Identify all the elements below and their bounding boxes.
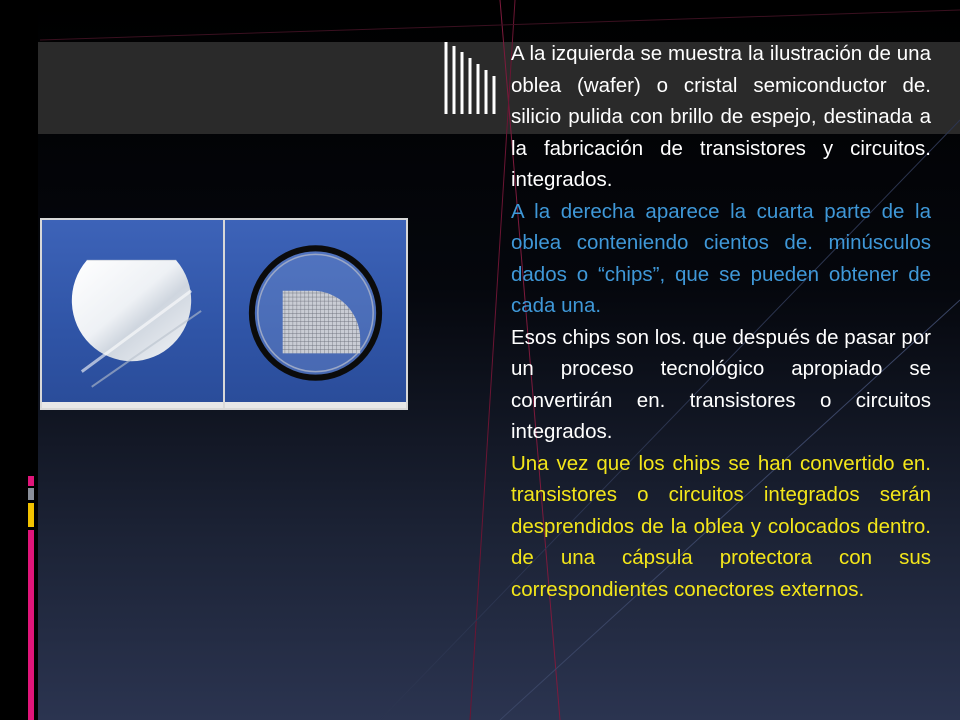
left-caption-strip [42,402,223,408]
paragraph-wafer-description: A la izquierda se muestra la ilustración de una oblea (wafer) o cristal semiconductor de. silicio pulida con brillo de espejo, destinada a la fabricación de transistores y circuitos. integrados. [511,42,931,191]
accent-bar-gray [28,488,34,500]
wafer-image-panel [40,218,408,410]
paragraph-chips-description: A la derecha aparece la cuarta parte de la oblea conteniendo cientos de. minúsculos dados o “chips”, que se pueden obtener de cada una. [511,199,931,317]
polished-wafer-image [42,220,223,408]
accent-bar-magenta-long [28,530,34,720]
paragraph-capsule-description: Una vez que los chips se han convertido en. transistores o circuitos integrados serán desprendidos de la oblea y colocados dentro. de una cápsula protectora con sus correspondientes conectores externos. [511,451,931,601]
corner-lines-icon [438,40,498,116]
accent-bar-yellow [28,503,34,527]
right-caption-strip [225,402,406,408]
paragraph-process-description: Esos chips son los. que después de pasar por un proceso tecnológico apropiado se convertirán en. transistores o circuitos integrados. [511,325,931,443]
body-text [511,38,931,605]
wafer-quarter-chips-image [225,220,406,408]
accent-bar-magenta-top [28,476,34,486]
